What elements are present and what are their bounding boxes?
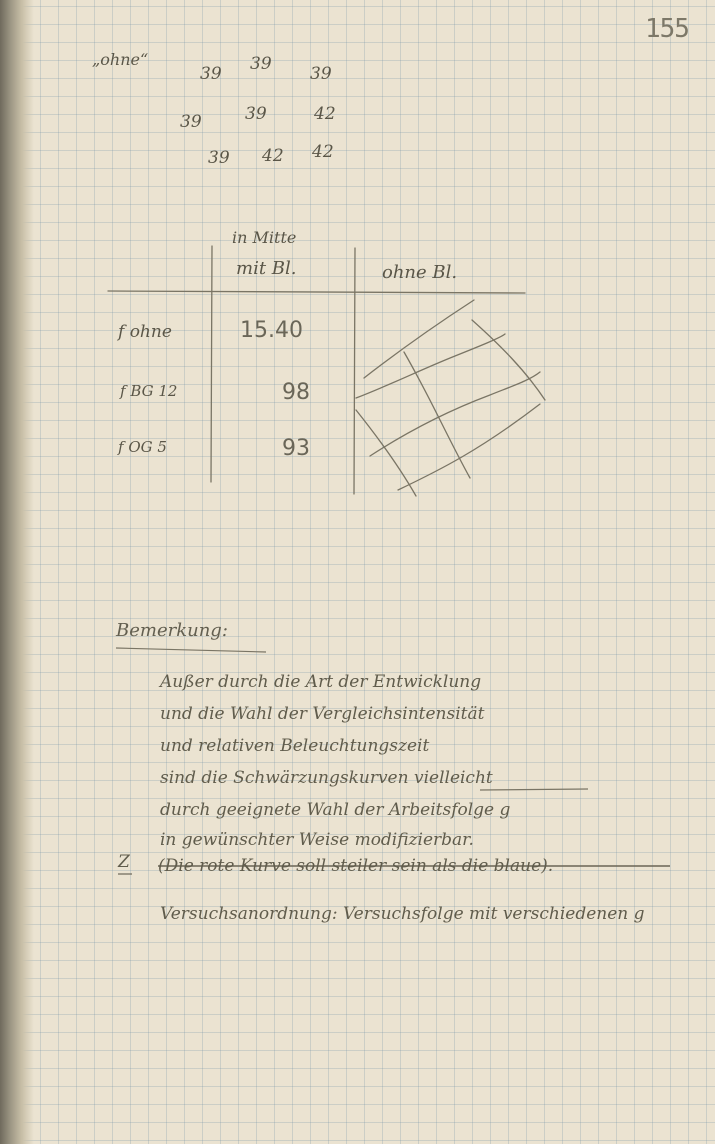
value-cell: 39: [200, 64, 222, 84]
value-cell: 39: [180, 112, 202, 132]
col-header-ohne: ohne Bl.: [382, 262, 458, 283]
word-underline: [480, 789, 588, 790]
sketch-curve: [364, 300, 474, 378]
header-in-mitte: in Mitte: [232, 228, 297, 247]
value-cell: 39: [208, 148, 230, 168]
sketch-curve: [356, 410, 416, 496]
value-cell: 39: [310, 64, 332, 84]
row-label: f ohne: [118, 322, 172, 342]
remark-line: und relativen Beleuchtungszeit: [160, 736, 430, 756]
remark-heading: Bemerkung:: [116, 620, 228, 641]
table-rule-vertical-2: [354, 248, 355, 494]
row-value: 15.40: [240, 318, 303, 343]
remark-line: Außer durch die Art der Entwicklung: [160, 672, 482, 692]
row-label: f OG 5: [118, 438, 167, 456]
remark-line: in gewünschter Weise modifizierbar.: [160, 830, 474, 850]
row-label: f BG 12: [120, 382, 178, 400]
col-header-mit: mit Bl.: [236, 258, 297, 279]
final-line: Versuchsanordnung: Versuchsfolge mit verschiedenen g: [160, 904, 645, 924]
ohne-label: „ohne“: [92, 50, 149, 69]
sketch-curve: [404, 352, 470, 478]
table-rule-horizontal: [108, 291, 525, 293]
value-cell: 42: [312, 142, 334, 162]
remark-line: sind die Schwärzungskurven vielleicht: [160, 768, 493, 788]
sketch-curve: [356, 334, 505, 398]
value-cell: 42: [262, 146, 284, 166]
heading-underline: [116, 648, 266, 652]
value-cell: 39: [250, 54, 272, 74]
value-cell: 42: [314, 104, 336, 124]
z-mark: Z: [118, 852, 130, 872]
table-rule-vertical-1: [211, 246, 212, 482]
row-value: 98: [282, 380, 310, 405]
page-number: 155: [645, 14, 689, 44]
value-cell: 39: [245, 104, 267, 124]
row-value: 93: [282, 436, 310, 461]
sketch-curve: [370, 372, 540, 456]
remark-line: und die Wahl der Vergleichsintensität: [160, 704, 485, 724]
remark-line: durch geeignete Wahl der Arbeitsfolge g: [160, 800, 511, 820]
struck-remark-line: (Die rote Kurve soll steiler sein als die blaue).: [158, 856, 554, 876]
